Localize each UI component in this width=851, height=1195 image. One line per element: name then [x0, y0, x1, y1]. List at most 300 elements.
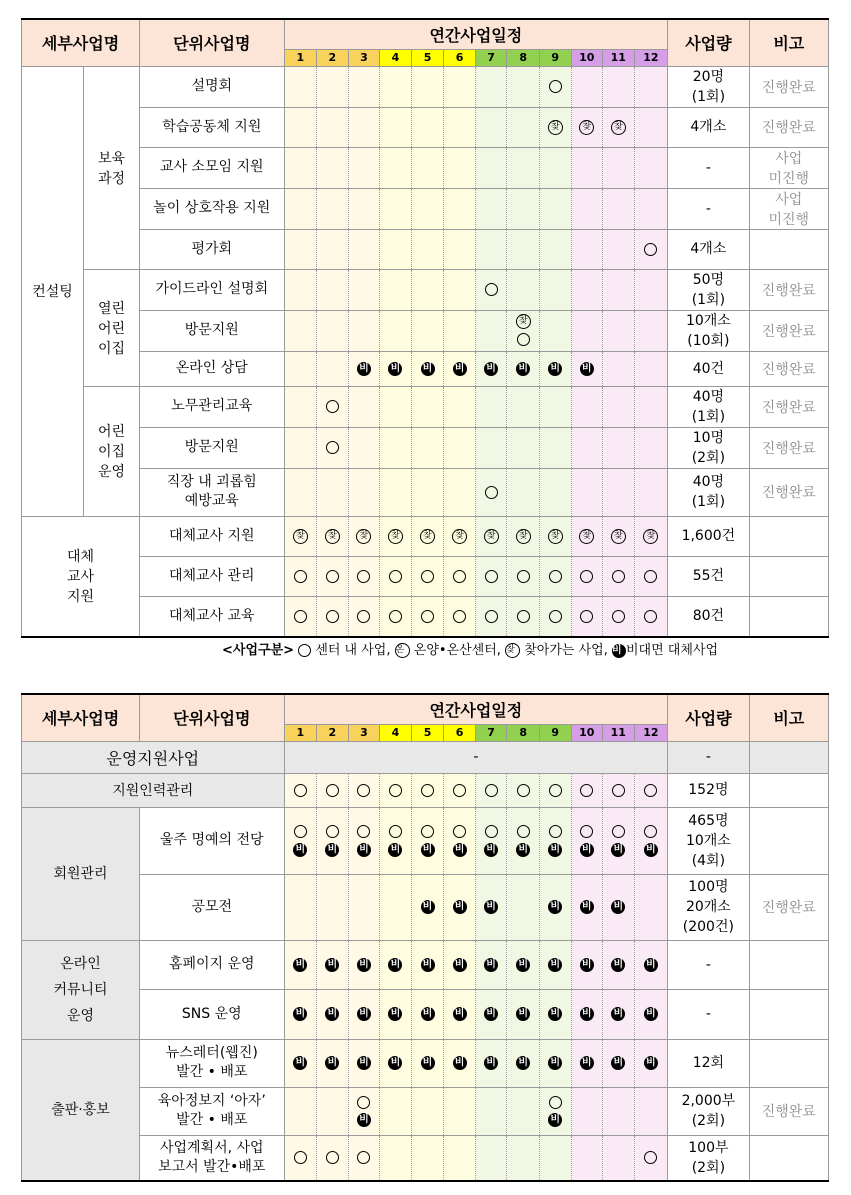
amount-value: -	[668, 940, 749, 989]
month-cell	[634, 269, 668, 310]
month-cell	[634, 1087, 668, 1135]
month-cell	[317, 1135, 349, 1181]
month-cell	[444, 468, 476, 516]
schedule-mark	[420, 528, 435, 544]
month-cell	[348, 1135, 380, 1181]
visit-icon: 찾	[452, 529, 467, 544]
month-cell	[380, 1039, 412, 1087]
month-cell	[475, 596, 507, 637]
circle-icon	[453, 610, 466, 623]
month-cell	[603, 147, 635, 188]
online-icon: 비	[421, 843, 435, 857]
amount-value: 10개소 (10회)	[668, 310, 749, 351]
month-cell	[411, 107, 444, 147]
schedule-mark	[580, 1006, 594, 1022]
month-cell	[571, 940, 603, 989]
month-cell	[444, 989, 476, 1039]
unit-name: 온라인 상담	[140, 351, 285, 386]
month-cell	[348, 596, 380, 637]
remark-value: 진행완료	[749, 386, 828, 427]
header-schedule: 연간사업일정	[284, 694, 668, 724]
month-cell	[380, 229, 412, 269]
month-cell	[348, 310, 380, 351]
month-cell	[507, 386, 540, 427]
circle-icon	[612, 570, 625, 583]
month-cell	[603, 66, 635, 107]
schedule-mark	[293, 957, 307, 973]
month-cell	[380, 874, 412, 940]
month-8: 8	[507, 49, 540, 66]
online-icon: 비	[421, 958, 435, 972]
online-icon: 비	[548, 958, 562, 972]
online-icon: 비	[421, 362, 435, 376]
circle-icon	[549, 784, 562, 797]
schedule-mark	[611, 957, 625, 973]
legend	[222, 639, 718, 658]
month-cell	[539, 147, 571, 188]
month-cell	[411, 773, 444, 807]
month-cell	[411, 596, 444, 637]
online-icon: 비	[453, 1056, 467, 1070]
schedule-mark	[421, 1006, 435, 1022]
month-cell	[317, 773, 349, 807]
online-icon: 비	[293, 1007, 307, 1021]
month-7: 7	[475, 724, 507, 741]
circle-icon	[485, 610, 498, 623]
schedule-mark	[580, 608, 593, 624]
month-cell	[284, 351, 317, 386]
month-cell	[444, 66, 476, 107]
amount-value: 4개소	[668, 229, 749, 269]
schedule-mark	[644, 1150, 657, 1166]
month-cell	[475, 310, 507, 351]
online-icon: 비	[421, 1007, 435, 1021]
month-cell	[380, 66, 412, 107]
visit-icon: 찾	[611, 529, 626, 544]
schedule-mark	[485, 282, 498, 298]
month-cell	[317, 468, 349, 516]
month-cell	[411, 427, 444, 468]
month-cell	[603, 107, 635, 147]
online-icon: 비	[611, 843, 625, 857]
circle-icon	[644, 610, 657, 623]
amount-value: -	[668, 188, 749, 229]
month-cell	[539, 468, 571, 516]
unit-name: 가이드라인 설명회	[140, 269, 285, 310]
visit-icon: 찾	[548, 120, 563, 135]
month-cell	[444, 310, 476, 351]
month-cell	[571, 468, 603, 516]
month-cell	[539, 269, 571, 310]
circle-icon	[389, 610, 402, 623]
online-icon: 비	[453, 958, 467, 972]
schedule-mark	[389, 608, 402, 624]
schedule-mark	[453, 361, 467, 377]
month-cell	[507, 596, 540, 637]
amount-value: -	[668, 989, 749, 1039]
month-cell	[571, 556, 603, 596]
schedule-mark	[421, 1055, 435, 1071]
month-cell	[380, 773, 412, 807]
month-cell	[444, 351, 476, 386]
month-cell	[444, 1087, 476, 1135]
amount-value: 10명 (2회)	[668, 427, 749, 468]
month-cell	[571, 188, 603, 229]
remark-value: 진행완료	[749, 351, 828, 386]
online-icon: 비	[548, 1007, 562, 1021]
online-icon: 비	[293, 843, 307, 857]
month-cell	[603, 940, 635, 989]
month-cell	[348, 351, 380, 386]
schedule-mark	[453, 1055, 467, 1071]
schedule-mark	[644, 568, 657, 584]
month-cell	[539, 807, 571, 874]
circle-icon	[357, 610, 370, 623]
schedule-mark	[548, 528, 563, 544]
month-cell	[571, 596, 603, 637]
online-icon: 비	[484, 362, 498, 376]
group-name: 출판·홍보	[22, 1039, 140, 1181]
month-cell	[317, 596, 349, 637]
schedule-mark	[357, 824, 371, 858]
amount-value: 20명 (1회)	[668, 66, 749, 107]
month-cell	[284, 427, 317, 468]
month-cell	[571, 310, 603, 351]
month-cell	[634, 874, 668, 940]
month-cell	[411, 1087, 444, 1135]
visit-icon: 찾	[325, 529, 340, 544]
month-cell	[284, 269, 317, 310]
month-cell	[380, 516, 412, 556]
circle-icon	[644, 784, 657, 797]
month-cell	[571, 269, 603, 310]
visit-icon: 찾	[516, 529, 531, 544]
month-cell	[539, 351, 571, 386]
circle-icon	[326, 1151, 339, 1164]
month-cell	[348, 1087, 380, 1135]
circle-icon	[326, 400, 339, 413]
schedule-mark	[549, 568, 562, 584]
month-cell	[475, 468, 507, 516]
online-icon: 비	[357, 1007, 371, 1021]
month-cell	[284, 807, 317, 874]
month-cell	[571, 773, 603, 807]
schedule-mark	[548, 361, 562, 377]
circle-icon	[357, 570, 370, 583]
month-cell	[411, 386, 444, 427]
month-cell	[571, 107, 603, 147]
month-cell	[380, 940, 412, 989]
schedule-mark	[516, 1055, 530, 1071]
online-icon: 비	[580, 900, 594, 914]
month-cell	[317, 989, 349, 1039]
circle-icon	[453, 570, 466, 583]
schedule-mark	[580, 957, 594, 973]
remark-value: 진행완료	[749, 874, 828, 940]
month-cell	[348, 468, 380, 516]
remark-value: 진행완료	[749, 269, 828, 310]
month-cell	[284, 516, 317, 556]
schedule-mark	[325, 957, 339, 973]
unit-name: 홈페이지 운영	[140, 940, 285, 989]
legend-item-center: 센터 내 사업,	[315, 643, 391, 658]
online-icon: 비	[325, 1056, 339, 1070]
month-cell	[444, 516, 476, 556]
circle-icon	[294, 570, 307, 583]
schedule-mark	[485, 608, 498, 624]
month-cell	[603, 1039, 635, 1087]
schedule-mark	[293, 528, 308, 544]
month-cell	[411, 310, 444, 351]
month-cell	[634, 351, 668, 386]
circle-icon	[549, 610, 562, 623]
month-10: 10	[571, 49, 603, 66]
month-cell	[507, 874, 540, 940]
month-cell	[507, 310, 540, 351]
schedule-mark	[326, 568, 339, 584]
header-schedule: 연간사업일정	[284, 19, 668, 49]
unit-name: 교사 소모임 지원	[140, 147, 285, 188]
month-cell	[444, 1039, 476, 1087]
header-amount: 사업량	[668, 19, 749, 66]
month-cell	[348, 989, 380, 1039]
month-cell	[634, 989, 668, 1039]
month-cell	[571, 807, 603, 874]
online-icon: 비	[453, 362, 467, 376]
month-cell	[284, 229, 317, 269]
month-cell	[603, 427, 635, 468]
month-cell	[634, 773, 668, 807]
month-cell	[317, 807, 349, 874]
online-icon: 비	[611, 958, 625, 972]
schedule-mark	[388, 528, 403, 544]
circle-icon	[326, 784, 339, 797]
circle-icon	[357, 1096, 370, 1109]
month-cell	[348, 773, 380, 807]
circle-icon	[453, 825, 466, 838]
amount-value: 1,600건	[668, 516, 749, 556]
circle-icon	[580, 784, 593, 797]
schedule-mark	[453, 1006, 467, 1022]
month-cell	[603, 269, 635, 310]
online-icon: 비	[548, 1056, 562, 1070]
schedule-mark	[421, 957, 435, 973]
month-cell	[634, 940, 668, 989]
schedule-mark	[357, 568, 370, 584]
schedule-mark	[325, 528, 340, 544]
schedule-mark	[484, 1006, 498, 1022]
month-3: 3	[348, 49, 380, 66]
schedule-mark	[580, 824, 594, 858]
month-cell	[507, 427, 540, 468]
month-cell	[634, 188, 668, 229]
month-3: 3	[348, 724, 380, 741]
month-cell	[507, 468, 540, 516]
circle-icon	[294, 610, 307, 623]
month-cell	[507, 940, 540, 989]
schedule-mark	[612, 568, 625, 584]
online-icon: 비	[644, 1056, 658, 1070]
month-cell	[348, 66, 380, 107]
schedule-mark	[516, 314, 531, 348]
schedule-mark	[516, 528, 531, 544]
remark-value: 사업 미진행	[749, 188, 828, 229]
month-cell	[475, 107, 507, 147]
online-icon: 비	[644, 958, 658, 972]
month-12: 12	[634, 49, 668, 66]
visit-icon: 찾	[356, 529, 371, 544]
schedule-mark	[421, 782, 434, 798]
month-cell	[411, 66, 444, 107]
circle-icon	[421, 570, 434, 583]
online-icon: 비	[388, 843, 402, 857]
online-icon: 비	[484, 958, 498, 972]
month-cell	[317, 229, 349, 269]
schedule-mark	[579, 528, 594, 544]
month-cell	[284, 773, 317, 807]
month-cell	[475, 1039, 507, 1087]
schedule-mark	[580, 361, 594, 377]
circle-icon	[644, 570, 657, 583]
month-cell	[284, 874, 317, 940]
circle-icon	[357, 1151, 370, 1164]
schedule-mark	[326, 1150, 339, 1166]
month-cell	[380, 807, 412, 874]
month-cell	[380, 1087, 412, 1135]
month-cell	[475, 989, 507, 1039]
circle-icon	[644, 243, 657, 256]
unit-name: 설명회	[140, 66, 285, 107]
schedule-mark	[612, 608, 625, 624]
month-cell	[411, 229, 444, 269]
month-cell	[571, 351, 603, 386]
remark-value	[749, 516, 828, 556]
month-cell	[634, 1135, 668, 1181]
month-cell	[411, 351, 444, 386]
schedule-mark	[644, 1006, 658, 1022]
online-icon: 비	[293, 958, 307, 972]
remark-value: 진행완료	[749, 468, 828, 516]
month-cell	[539, 1039, 571, 1087]
header-amount: 사업량	[668, 694, 749, 741]
circle-icon	[389, 825, 402, 838]
month-cell	[317, 1039, 349, 1087]
month-cell	[603, 773, 635, 807]
schedule-mark	[517, 568, 530, 584]
month-cell	[475, 66, 507, 107]
remark-value	[749, 989, 828, 1039]
schedule-mark	[549, 79, 562, 95]
header-unit: 단위사업명	[140, 694, 285, 741]
remark-value	[749, 940, 828, 989]
staff-remark	[749, 773, 828, 807]
online-icon: 비	[388, 1007, 402, 1021]
schedule-mark	[421, 824, 435, 858]
month-cell	[348, 147, 380, 188]
month-10: 10	[571, 724, 603, 741]
schedule-mark	[357, 361, 371, 377]
month-cell	[571, 874, 603, 940]
month-cell	[317, 386, 349, 427]
month-cell	[475, 1087, 507, 1135]
onyang-icon: 온	[395, 643, 410, 658]
month-cell	[603, 188, 635, 229]
circle-icon	[580, 610, 593, 623]
schedule-mark	[516, 361, 530, 377]
month-cell	[571, 1135, 603, 1181]
month-cell	[634, 66, 668, 107]
schedule-mark	[548, 119, 563, 135]
unit-name: 평가회	[140, 229, 285, 269]
month-cell	[380, 556, 412, 596]
circle-icon	[517, 610, 530, 623]
month-cell	[444, 874, 476, 940]
month-cell	[475, 516, 507, 556]
circle-icon	[421, 825, 434, 838]
online-icon: 비	[548, 362, 562, 376]
circle-icon	[580, 570, 593, 583]
schedule-mark	[517, 608, 530, 624]
month-cell	[411, 1135, 444, 1181]
online-icon: 비	[357, 1056, 371, 1070]
month-cell	[444, 107, 476, 147]
visit-icon: 찾	[579, 529, 594, 544]
month-cell	[634, 556, 668, 596]
month-cell	[475, 773, 507, 807]
schedule-mark	[357, 608, 370, 624]
remark-value	[749, 1135, 828, 1181]
month-cell	[348, 874, 380, 940]
month-cell	[539, 107, 571, 147]
circle-icon	[549, 825, 562, 838]
month-cell	[571, 989, 603, 1039]
month-cell	[507, 147, 540, 188]
group-name: 컨설팅	[22, 66, 84, 516]
schedule-mark	[453, 899, 467, 915]
circle-icon	[453, 784, 466, 797]
month-cell	[444, 427, 476, 468]
month-cell	[284, 989, 317, 1039]
circle-icon	[389, 570, 402, 583]
schedule-mark	[294, 1150, 307, 1166]
unit-name: 학습공동체 지원	[140, 107, 285, 147]
online-icon: 비	[388, 1056, 402, 1070]
online-icon: 비	[548, 900, 562, 914]
remark-value: 진행완료	[749, 107, 828, 147]
month-cell	[411, 269, 444, 310]
schedule-mark	[580, 1055, 594, 1071]
circle-icon	[517, 333, 530, 346]
staff-amount: 152명	[668, 773, 749, 807]
month-11: 11	[603, 49, 635, 66]
schedule-mark	[453, 782, 466, 798]
schedule-mark	[294, 608, 307, 624]
month-cell	[411, 989, 444, 1039]
schedule-mark	[644, 1055, 658, 1071]
month-cell	[507, 773, 540, 807]
month-cell	[444, 940, 476, 989]
month-cell	[380, 310, 412, 351]
schedule-mark	[548, 824, 562, 858]
month-cell	[284, 596, 317, 637]
month-cell	[380, 596, 412, 637]
schedule-mark	[294, 568, 307, 584]
schedule-mark	[453, 957, 467, 973]
month-9: 9	[539, 49, 571, 66]
month-cell	[603, 386, 635, 427]
schedule-mark	[326, 782, 339, 798]
amount-value: 40명 (1회)	[668, 386, 749, 427]
